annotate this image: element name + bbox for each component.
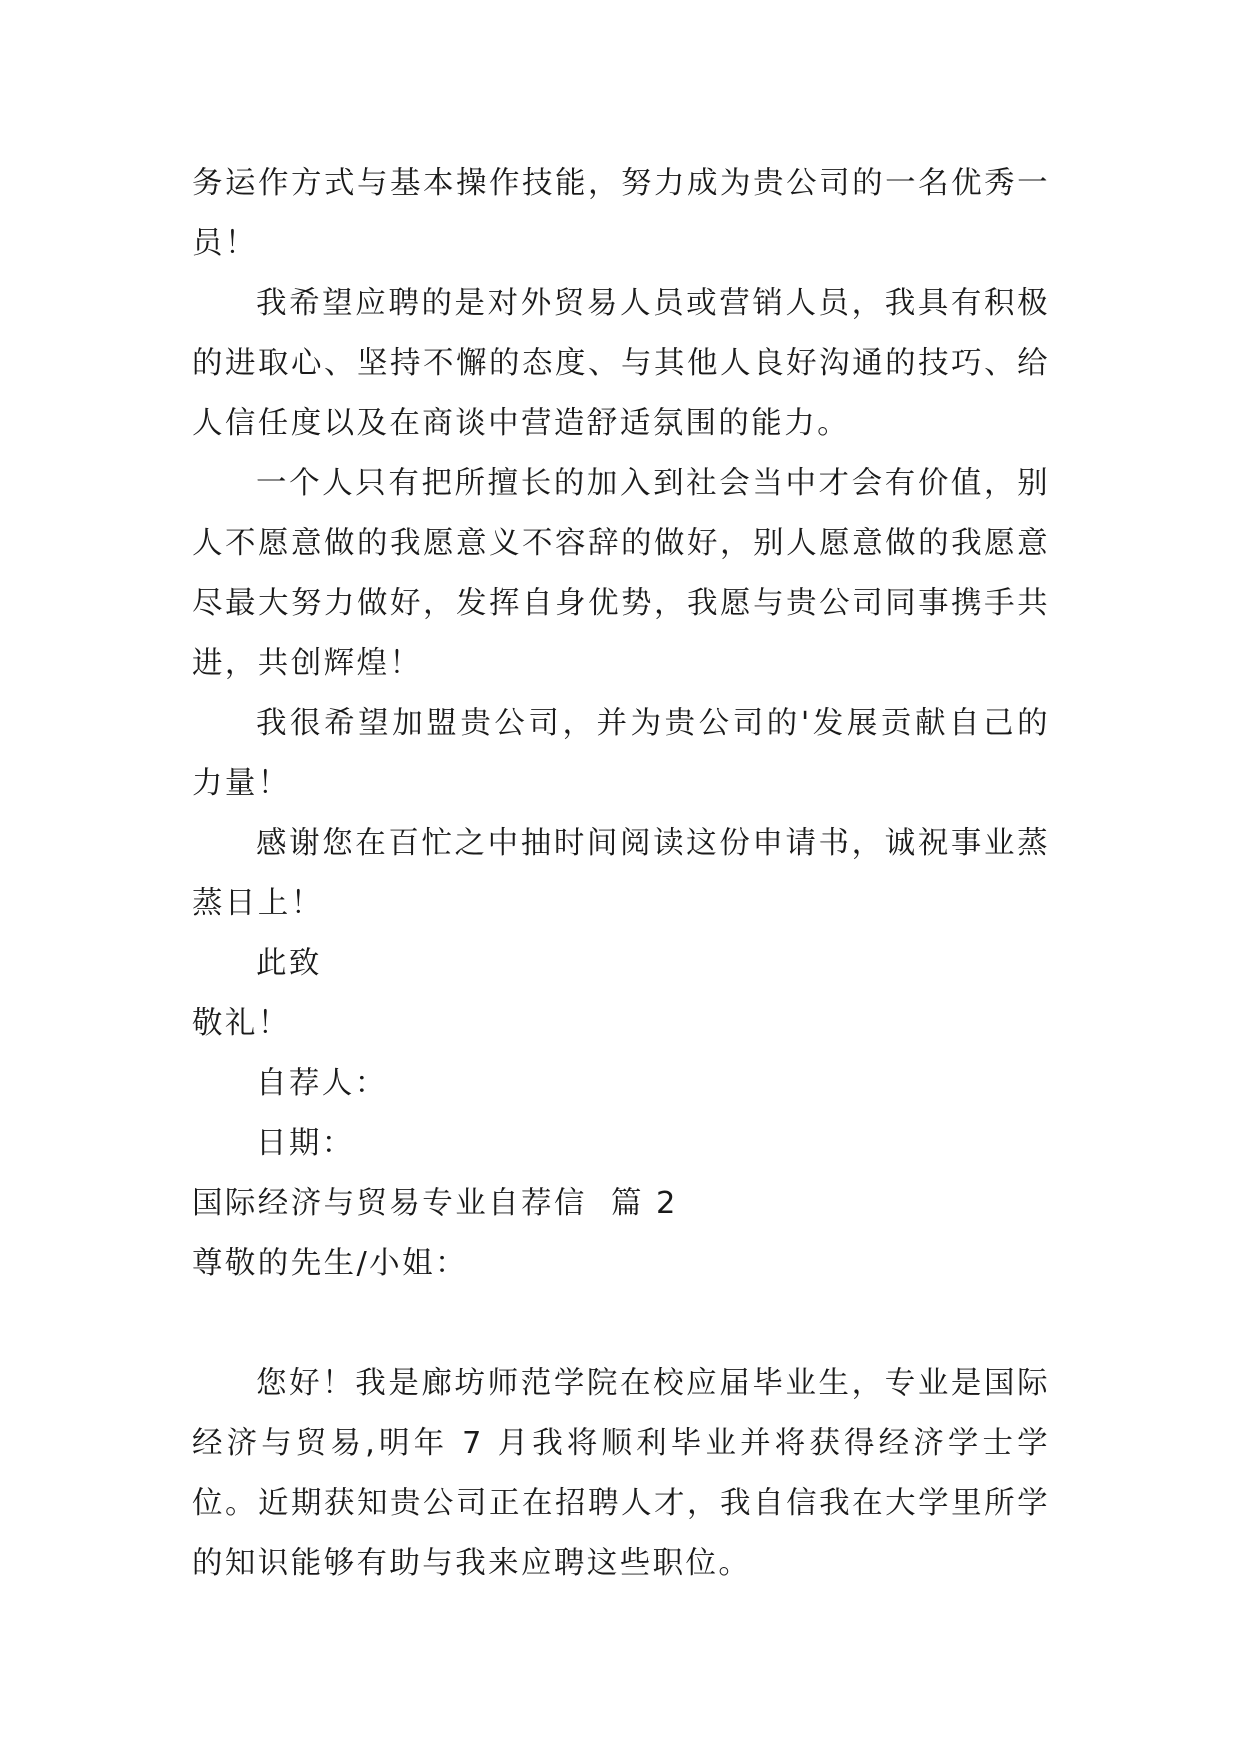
salutation-jingli: 敬礼！	[192, 1006, 291, 1041]
document-body	[192, 154, 1050, 1594]
paragraph-desired-position: 我希望应聘的是对外贸易人员或营销人员，我具有积极的进取心、坚持不懈的态度、与其他人良好沟通的技巧、给人信任度以及在商谈中营造舒适氛围的能力。	[192, 286, 1050, 441]
paragraph-join-wish: 我很希望加盟贵公司，并为贵公司的'发展贡献自己的力量！	[192, 706, 1050, 801]
signature-recommender: 自荐人：	[256, 1066, 388, 1101]
salutation-cizhi: 此致	[256, 946, 322, 981]
paragraph-introduction: 您好！我是廊坊师范学院在校应届毕业生，专业是国际经济与贸易,明年 7 月我将顺利毕业并将获得经济学士学位。近期获知贵公司正在招聘人才，我自信我在大学里所学的知识能够有助与我来应聘这些职位。	[192, 1366, 1050, 1581]
paragraph-closing-fragment: 务运作方式与基本操作技能，努力成为贵公司的一名优秀一员！	[192, 166, 1050, 261]
signature-date: 日期：	[256, 1126, 355, 1161]
section-title: 国际经济与贸易专业自荐信 篇 2	[192, 1186, 678, 1221]
blank-line	[192, 1294, 1050, 1354]
paragraph-thanks: 感谢您在百忙之中抽时间阅读这份申请书，诚祝事业蒸蒸日上！	[192, 826, 1050, 921]
paragraph-personal-value: 一个人只有把所擅长的加入到社会当中才会有价值，别人不愿意做的我愿意义不容辞的做好，别人愿意做的我愿意尽最大努力做好，发挥自身优势，我愿与贵公司同事携手共进，共创辉煌！	[192, 466, 1050, 681]
greeting-line: 尊敬的先生/小姐：	[192, 1246, 468, 1281]
